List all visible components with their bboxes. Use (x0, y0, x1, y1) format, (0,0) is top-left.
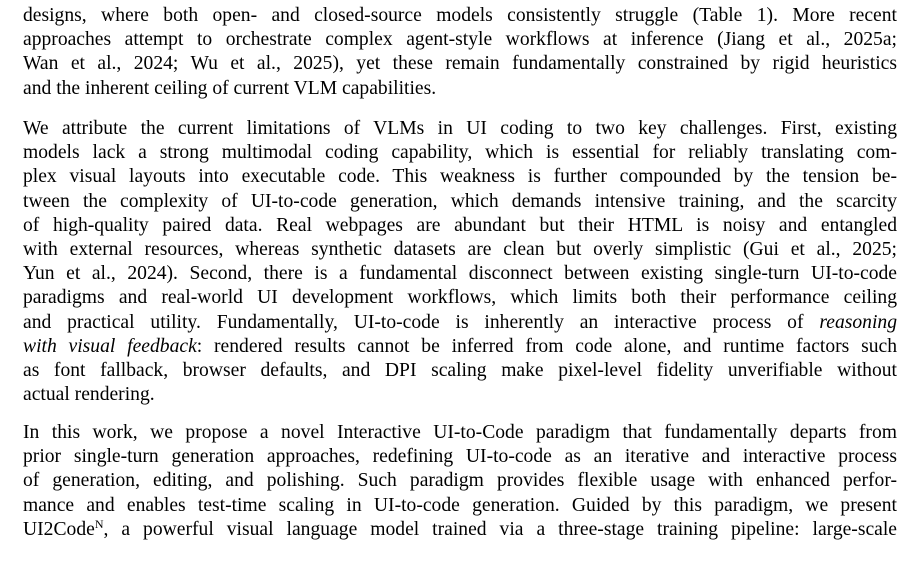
text-line: tween the complexity of UI-to-code generation, which demands intensive training, and the scarcity (23, 190, 897, 212)
text-line (23, 311, 897, 335)
text-line: In this work, we propose a novel Interactive UI-to-Code paradigm that fundamentally departs from (23, 422, 897, 443)
text-run: and practical utility. Fundamentally, UI-to-code is inherently an interactive process of (23, 311, 820, 333)
text-line: We attribute the current limitations of VLMs in UI coding to two key challenges. First, existing (23, 118, 897, 139)
text-line: models lack a strong multimodal coding capability, which is essential for reliably translating com- (23, 142, 897, 164)
text-line: actual rendering. (23, 384, 155, 406)
paragraph-agent-workflows (23, 4, 897, 101)
text-line: approaches attempt to orchestrate complex agent-style workflows at inference (Jiang et al., 2025a; (23, 29, 897, 51)
text-line: designs, where both open- and closed-source models consistently struggle (Table 1). More recent (23, 5, 897, 26)
text-line (23, 518, 897, 542)
text-line: and the inherent ceiling of current VLM capabilities. (23, 77, 437, 99)
text-run: , a powerful visual language model trained via a three-stage training pipeline: large-scale (103, 518, 897, 540)
text-line: Wan et al., 2024; Wu et al., 2025), yet these remain fundamentally constrained by rigid heuristics (23, 53, 897, 75)
text-run: : rendered results cannot be inferred from code alone, and runtime factors such (196, 335, 897, 357)
text-line: paradigms and real-world UI development workflows, which limits both their performance ceiling (23, 287, 897, 309)
text-line: of high-quality paired data. Real webpages are abundant but their HTML is noisy and entangled (23, 214, 897, 236)
text-line: of generation, editing, and polishing. Such paradigm provides flexible usage with enhanced perfor- (23, 470, 897, 492)
paragraph-contribution (23, 421, 897, 542)
text-line: with external resources, whereas synthetic datasets are clean but overly simplistic (Gui et al., 2025; (23, 238, 897, 260)
emphasis-reasoning: reasoning (819, 311, 897, 333)
text-line: mance and enables test-time scaling in UI-to-code generation. Guided by this paradigm, we present (23, 494, 897, 516)
text-line: Yun et al., 2024). Second, there is a fundamental disconnect between existing single-turn UI-to-code (23, 263, 897, 285)
paragraph-limitations (23, 117, 897, 407)
text-line: plex visual layouts into executable code. This weakness is further compounded by the tension be- (23, 166, 897, 188)
text-line: prior single-turn generation approaches, redefining UI-to-code as an iterative and interactive process (23, 446, 897, 468)
model-name: UI2Code (23, 518, 95, 540)
text-line (23, 335, 897, 359)
text-line: as font fallback, browser defaults, and DPI scaling make pixel-level fidelity unverifiable without (23, 359, 897, 381)
emphasis-visual-feedback: with visual feedback (23, 335, 197, 357)
model-name-superscript: N (94, 516, 104, 531)
